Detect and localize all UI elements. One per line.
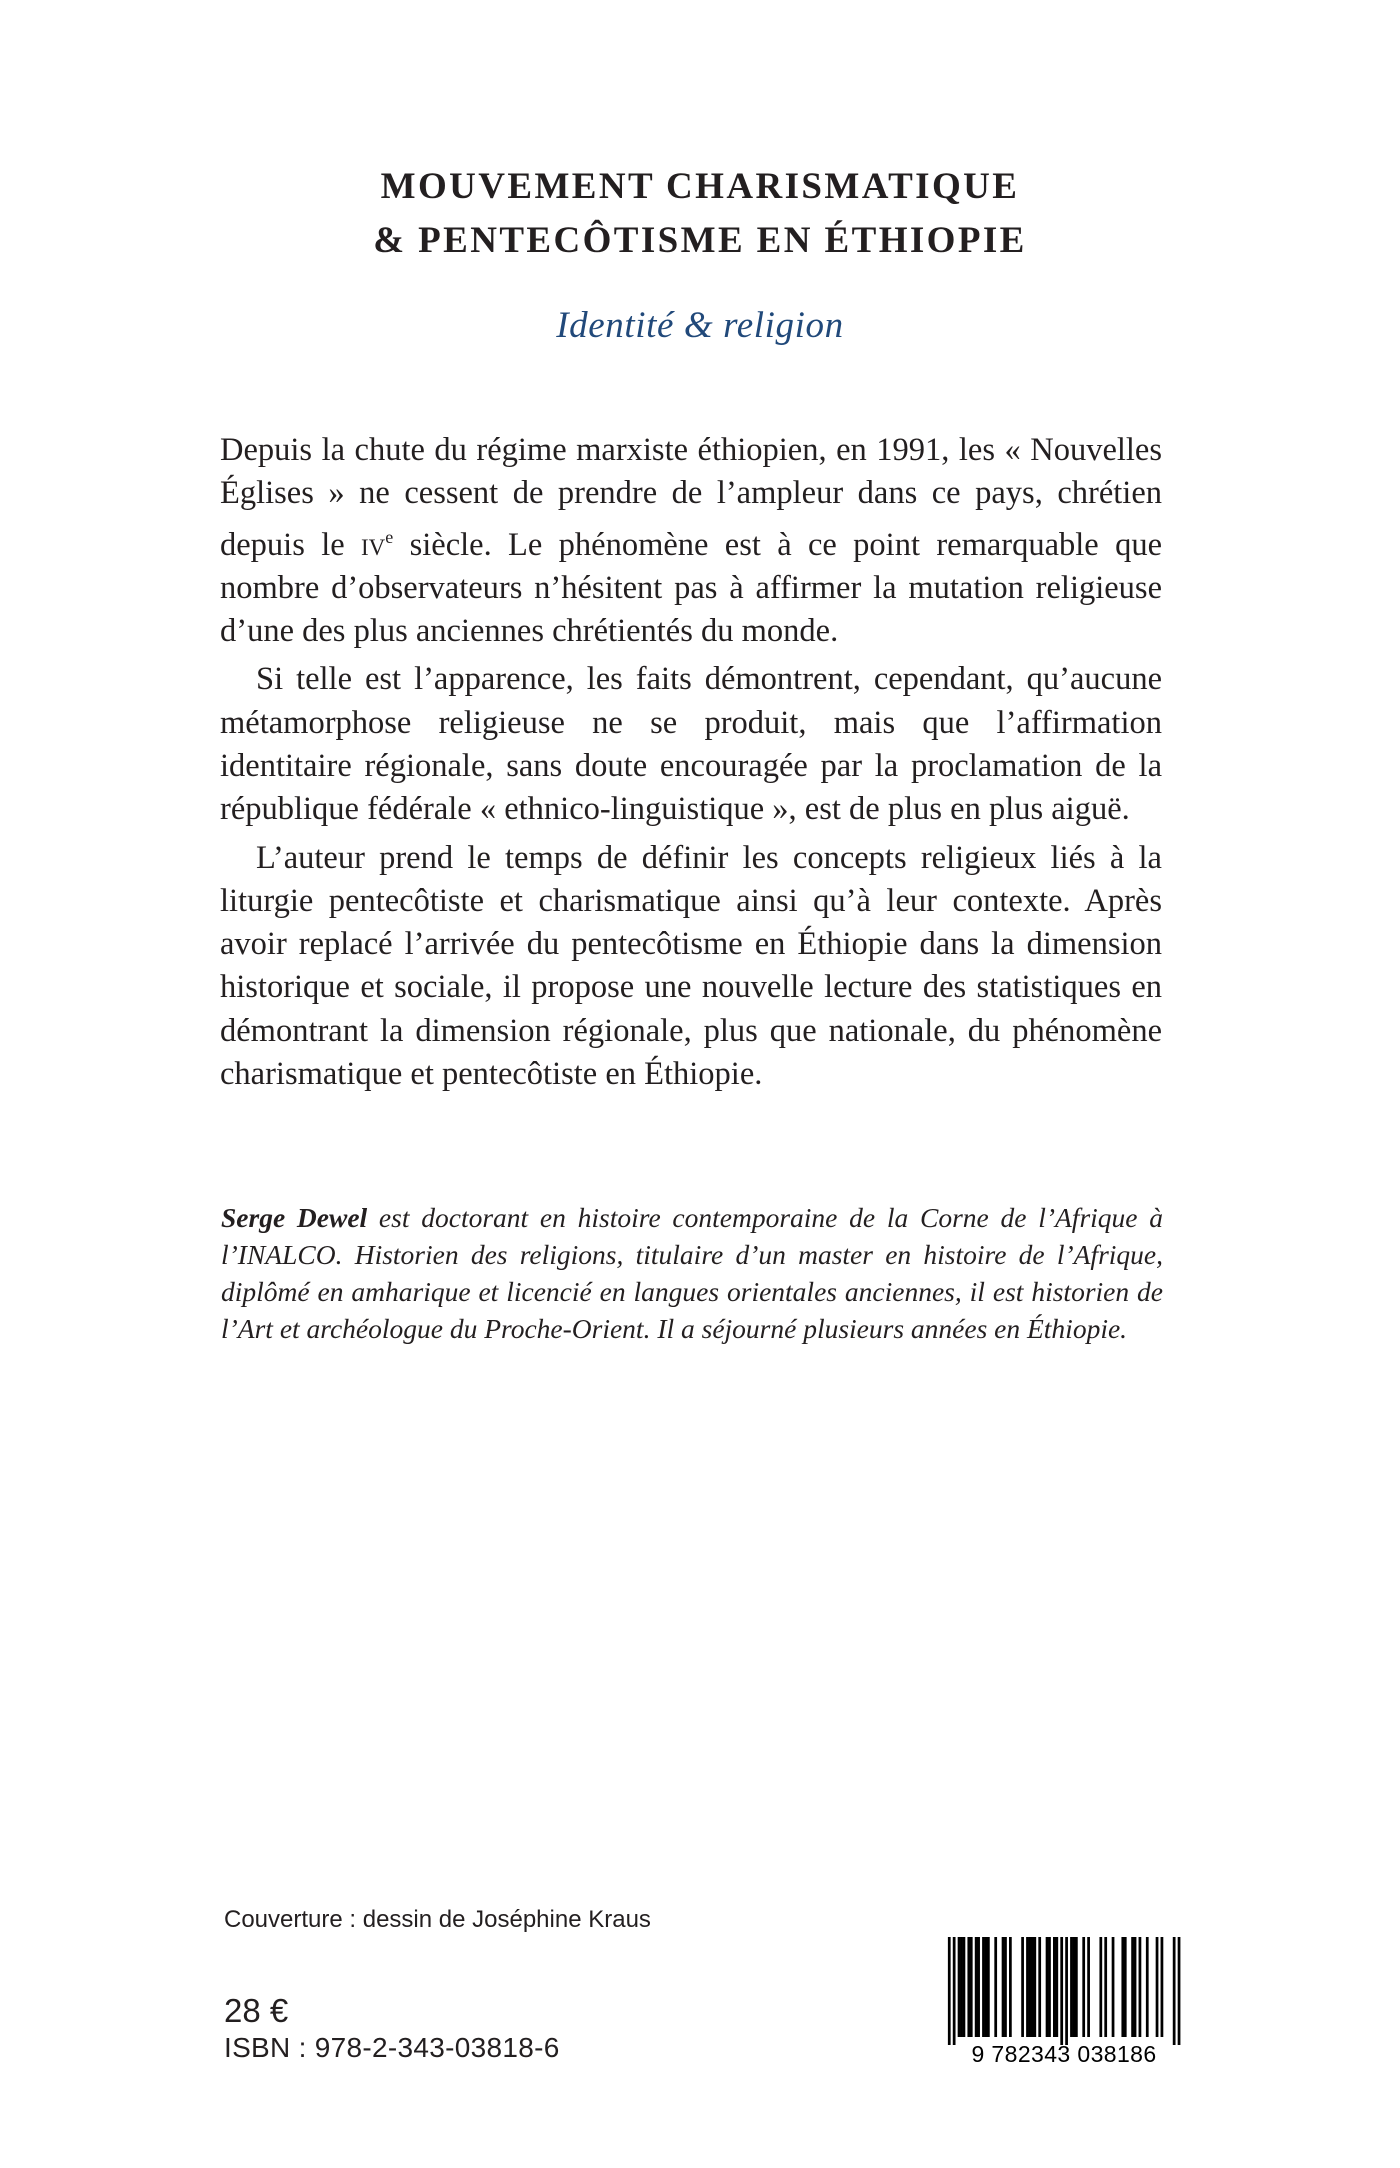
summary-paragraph-3: L’auteur prend le temps de définir les concepts religieux liés à la liturgie pentecôtiste et charismatique ainsi qu’à leur contexte. Après avoir replacé l’arrivée du pentecôtisme en Éthiopie dans la dimension historique et sociale, il propose une nouvelle lecture des statistiques en démontrant la dimension régionale, plus que nationale, du phénomène charismatique et pentecôtiste en Éthiopie.	[220, 839, 1162, 1092]
barcode	[943, 1937, 1185, 2070]
barcode-bars-icon	[943, 1937, 1185, 2045]
author-bio	[221, 1199, 1163, 1347]
century-superscript: e	[385, 526, 394, 547]
author-name: Serge Dewel	[221, 1202, 368, 1233]
barcode-digits: 9 782343 038186	[971, 2041, 1157, 2067]
summary-p1-end: siècle. Le phénomène est à ce point remarquable que nombre d’observateurs n’hésitent pas à affirmer la mutation religieuse d’une des plus anciennes chrétientés du monde.	[220, 526, 1162, 650]
book-title	[180, 160, 1220, 268]
author-bio-text: est doctorant en histoire contemporaine de la Corne de l’Afrique à l’INALCO. Historien des religions, titulaire d’un master en histoire de l’Afrique, diplômé en amharique et licencié en langues orientales anciennes, il est historien de l’Art et archéologue du Proche-Orient. Il a séjourné plusieurs années en Éthiopie.	[221, 1202, 1163, 1344]
title-line-2: & PENTECÔTISME EN ÉTHIOPIE	[373, 220, 1027, 261]
century-numeral: iv	[360, 526, 386, 563]
cover-credit: Couverture : dessin de Joséphine Kraus	[224, 1906, 651, 1933]
book-subtitle: Identité & religion	[556, 305, 844, 346]
summary-text	[220, 429, 1162, 1101]
isbn: ISBN : 978-2-343-03818-6	[224, 2032, 560, 2063]
summary-p1-start: Depuis la chute du régime marxiste éthiopien, en 1991, les « Nouvelles Églises » ne cessent de prendre de l’ampleur dans ce pays, chrétien depuis le	[220, 432, 1162, 563]
summary-paragraph-2: Si telle est l’apparence, les faits démontrent, cependant, qu’aucune métamorphose religieuse ne se produit, mais que l’affirmation identitaire régionale, sans doute encouragée par la proclamation de la république fédérale « ethnico-linguistique », est de plus en plus aiguë.	[220, 661, 1162, 828]
price: 28 €	[224, 1992, 289, 2029]
summary-paragraph-1	[220, 429, 1162, 653]
title-line-1: MOUVEMENT CHARISMATIQUE	[380, 166, 1020, 207]
